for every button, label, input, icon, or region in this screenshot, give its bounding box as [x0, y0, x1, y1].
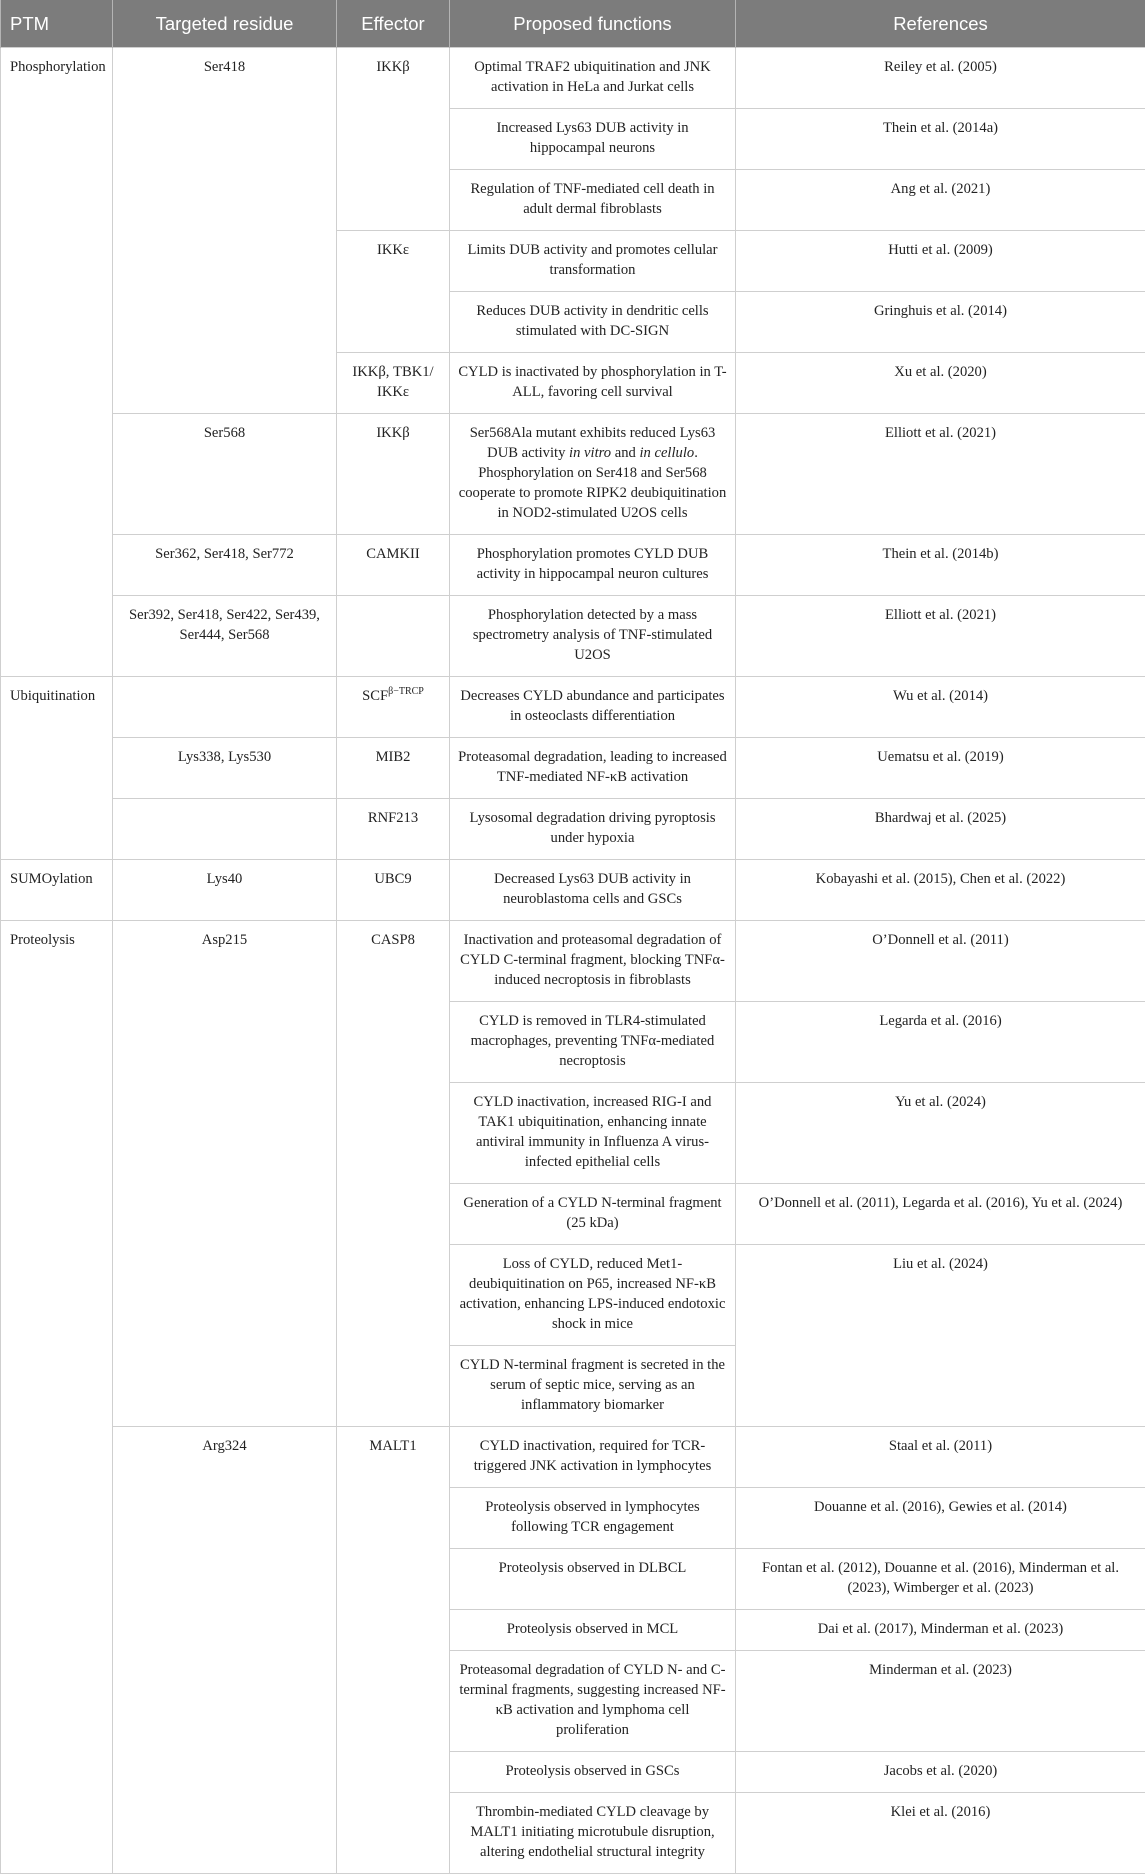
reference-cell: Jacobs et al. (2020): [736, 1752, 1145, 1793]
table-row: [1, 596, 1145, 677]
function-cell: Phosphorylation detected by a mass spectrometry analysis of TNF-stimulated U2OS: [450, 596, 736, 677]
function-cell: Thrombin-mediated CYLD cleavage by MALT1 initiating microtubule disruption, altering endothelial structural integrity: [450, 1793, 736, 1874]
function-cell: Reduces DUB activity in dendritic cells stimulated with DC-SIGN: [450, 292, 736, 353]
function-cell: CYLD N-terminal fragment is secreted in the serum of septic mice, serving as an inflammatory biomarker: [450, 1346, 736, 1427]
header-effector: Effector: [337, 0, 450, 48]
function-cell: Limits DUB activity and promotes cellular transformation: [450, 231, 736, 292]
residue-cell: Lys338, Lys530: [113, 738, 337, 799]
table-row: [1, 535, 1145, 596]
function-text: . Phosphorylation on Ser418 and Ser568 cooperate to promote RIPK2 deubiquitination in NOD2-stimulated U2OS cells: [459, 445, 727, 521]
reference-cell: Liu et al. (2024): [736, 1245, 1145, 1427]
table-body: [1, 48, 1145, 1874]
header-ptm: PTM: [1, 0, 113, 48]
table-row: [1, 799, 1145, 860]
table-row: [1, 1427, 1145, 1488]
reference-cell: Xu et al. (2020): [736, 353, 1145, 414]
effector-cell: MIB2: [337, 738, 450, 799]
residue-cell: Ser568: [113, 414, 337, 535]
reference-cell: Thein et al. (2014a): [736, 109, 1145, 170]
ptm-cell-sumoylation: SUMOylation: [1, 860, 113, 921]
residue-cell: Arg324: [113, 1427, 337, 1874]
function-text-italic: in cellulo: [639, 445, 694, 461]
effector-cell: UBC9: [337, 860, 450, 921]
effector-superscript: β−TRCP: [388, 686, 424, 697]
reference-cell: O’Donnell et al. (2011), Legarda et al. (2016), Yu et al. (2024): [736, 1184, 1145, 1245]
header-row: [1, 0, 1145, 48]
reference-cell: Staal et al. (2011): [736, 1427, 1145, 1488]
function-cell: Decreases CYLD abundance and participates in osteoclasts differentiation: [450, 677, 736, 738]
function-cell: Increased Lys63 DUB activity in hippocampal neurons: [450, 109, 736, 170]
function-cell: Optimal TRAF2 ubiquitination and JNK activation in HeLa and Jurkat cells: [450, 48, 736, 109]
reference-cell: Elliott et al. (2021): [736, 596, 1145, 677]
function-cell: CYLD inactivation, increased RIG-I and TAK1 ubiquitination, enhancing innate antiviral immunity in Influenza A virus-infected epithelial cells: [450, 1083, 736, 1184]
table-row: [1, 414, 1145, 535]
residue-cell: Ser362, Ser418, Ser772: [113, 535, 337, 596]
effector-cell: IKKβ, TBK1/ IKKε: [337, 353, 450, 414]
residue-cell: Lys40: [113, 860, 337, 921]
function-cell: Regulation of TNF-mediated cell death in adult dermal fibroblasts: [450, 170, 736, 231]
ptm-cell-phosphorylation: Phosphorylation: [1, 48, 113, 677]
reference-cell: Douanne et al. (2016), Gewies et al. (2014): [736, 1488, 1145, 1549]
residue-cell: Ser392, Ser418, Ser422, Ser439, Ser444, Ser568: [113, 596, 337, 677]
reference-cell: Dai et al. (2017), Minderman et al. (2023): [736, 1610, 1145, 1651]
reference-cell: O’Donnell et al. (2011): [736, 921, 1145, 1002]
table-row: [1, 677, 1145, 738]
header-references: References: [736, 0, 1145, 48]
function-cell: Proteolysis observed in DLBCL: [450, 1549, 736, 1610]
reference-cell: Legarda et al. (2016): [736, 1002, 1145, 1083]
effector-text: SCF: [362, 688, 388, 704]
function-cell: Proteolysis observed in GSCs: [450, 1752, 736, 1793]
reference-cell: Elliott et al. (2021): [736, 414, 1145, 535]
function-cell: Loss of CYLD, reduced Met1-deubiquitination on P65, increased NF-κB activation, enhancing LPS-induced endotoxic shock in mice: [450, 1245, 736, 1346]
table-row: [1, 921, 1145, 1002]
function-cell: Proteasomal degradation of CYLD N- and C-terminal fragments, suggesting increased NF-κB activation and lymphoma cell proliferation: [450, 1651, 736, 1752]
reference-cell: Fontan et al. (2012), Douanne et al. (2016), Minderman et al. (2023), Wimberger et al. (2023): [736, 1549, 1145, 1610]
table-header: [1, 0, 1145, 48]
reference-cell: Bhardwaj et al. (2025): [736, 799, 1145, 860]
reference-cell: Wu et al. (2014): [736, 677, 1145, 738]
ptm-cell-proteolysis: Proteolysis: [1, 921, 113, 1874]
function-text-italic: in vitro: [569, 445, 611, 461]
residue-cell: Asp215: [113, 921, 337, 1427]
effector-cell: [337, 677, 450, 738]
residue-cell: [113, 799, 337, 860]
residue-cell: [113, 677, 337, 738]
function-cell: Proteolysis observed in lymphocytes following TCR engagement: [450, 1488, 736, 1549]
effector-cell: RNF213: [337, 799, 450, 860]
function-cell: [450, 414, 736, 535]
reference-cell: Thein et al. (2014b): [736, 535, 1145, 596]
reference-cell: Uematsu et al. (2019): [736, 738, 1145, 799]
function-cell: Decreased Lys63 DUB activity in neuroblastoma cells and GSCs: [450, 860, 736, 921]
ptm-cell-ubiquitination: Ubiquitination: [1, 677, 113, 860]
reference-cell: Yu et al. (2024): [736, 1083, 1145, 1184]
residue-cell: Ser418: [113, 48, 337, 414]
function-cell: Proteolysis observed in MCL: [450, 1610, 736, 1651]
function-cell: Phosphorylation promotes CYLD DUB activity in hippocampal neuron cultures: [450, 535, 736, 596]
reference-cell: Reiley et al. (2005): [736, 48, 1145, 109]
table-row: [1, 738, 1145, 799]
effector-cell: CASP8: [337, 921, 450, 1427]
effector-cell: MALT1: [337, 1427, 450, 1874]
function-cell: Proteasomal degradation, leading to increased TNF-mediated NF-κB activation: [450, 738, 736, 799]
function-cell: CYLD is removed in TLR4-stimulated macrophages, preventing TNFα-mediated necroptosis: [450, 1002, 736, 1083]
function-text: Ser568Ala mutant exhibits reduced Lys63 DUB activity: [470, 425, 716, 461]
reference-cell: Kobayashi et al. (2015), Chen et al. (2022): [736, 860, 1145, 921]
function-cell: Inactivation and proteasomal degradation of CYLD C-terminal fragment, blocking TNFα-induced necroptosis in fibroblasts: [450, 921, 736, 1002]
header-proposed-functions: Proposed functions: [450, 0, 736, 48]
effector-cell: [337, 596, 450, 677]
reference-cell: Ang et al. (2021): [736, 170, 1145, 231]
header-targeted-residue: Targeted residue: [113, 0, 337, 48]
reference-cell: Klei et al. (2016): [736, 1793, 1145, 1874]
function-cell: CYLD is inactivated by phosphorylation in T-ALL, favoring cell survival: [450, 353, 736, 414]
reference-cell: Hutti et al. (2009): [736, 231, 1145, 292]
effector-cell: IKKε: [337, 231, 450, 353]
function-cell: Generation of a CYLD N-terminal fragment (25 kDa): [450, 1184, 736, 1245]
table-row: [1, 860, 1145, 921]
function-cell: Lysosomal degradation driving pyroptosis under hypoxia: [450, 799, 736, 860]
reference-cell: Gringhuis et al. (2014): [736, 292, 1145, 353]
function-cell: CYLD inactivation, required for TCR-triggered JNK activation in lymphocytes: [450, 1427, 736, 1488]
effector-cell: IKKβ: [337, 48, 450, 231]
effector-cell: CAMKII: [337, 535, 450, 596]
function-text: and: [615, 445, 636, 461]
effector-cell: IKKβ: [337, 414, 450, 535]
reference-cell: Minderman et al. (2023): [736, 1651, 1145, 1752]
table-row: [1, 48, 1145, 109]
